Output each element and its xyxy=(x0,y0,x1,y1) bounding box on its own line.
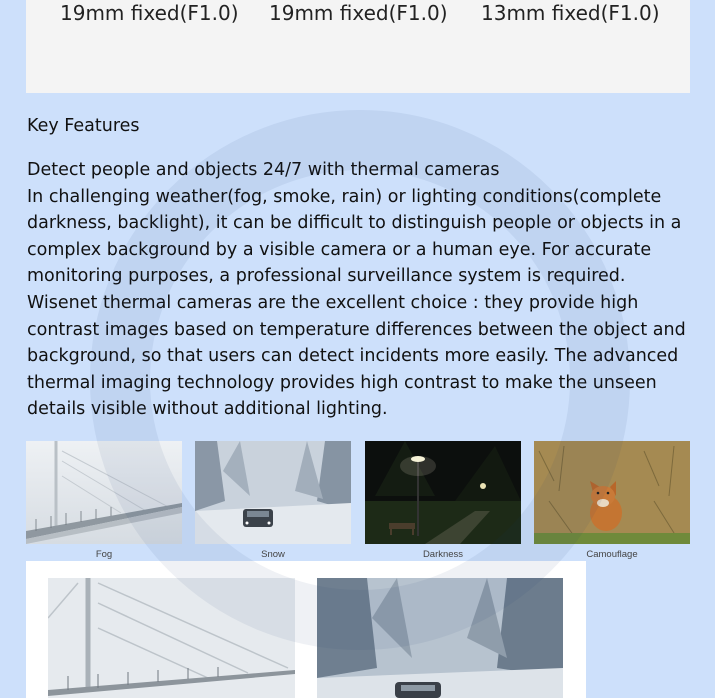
features-paragraph: In challenging weather(fog, smoke, rain) or lighting conditions(complete darkness, backlight), it can be difficult to distinguish people or objects in a complex background by a visible camera or a human eye. For accurate monitoring purposes, a professional surveillance system is required. Wisenet thermal cameras are the excellent choice : they provide high contrast images based on temperature differences between the object and background, so that users can detect incidents more easily. The advanced thermal imaging technology provides high contrast to make the unseen details visible without additional lighting. xyxy=(27,186,686,420)
darkness-image xyxy=(365,441,521,544)
features-subtitle: Detect people and objects 24/7 with thermal cameras xyxy=(27,160,500,180)
darkness-caption: Darkness xyxy=(422,549,464,560)
fog-image xyxy=(26,441,182,544)
camouflage-caption: Camouflage xyxy=(586,549,638,560)
camouflage-image xyxy=(534,441,690,544)
features-description xyxy=(27,157,699,423)
snow-image xyxy=(195,441,351,544)
snow-road-large-image xyxy=(317,578,563,698)
fog-caption: Fog xyxy=(95,549,113,560)
lens-spec-3: 13mm fixed(F1.0) xyxy=(481,1,660,25)
snow-caption: Snow xyxy=(261,549,285,560)
spec-table-row xyxy=(26,0,690,93)
lens-spec-2: 19mm fixed(F1.0) xyxy=(269,1,448,25)
key-features-heading: Key Features xyxy=(27,116,140,136)
fog-bridge-large-image xyxy=(48,578,295,698)
lens-spec-1: 19mm fixed(F1.0) xyxy=(60,1,239,25)
